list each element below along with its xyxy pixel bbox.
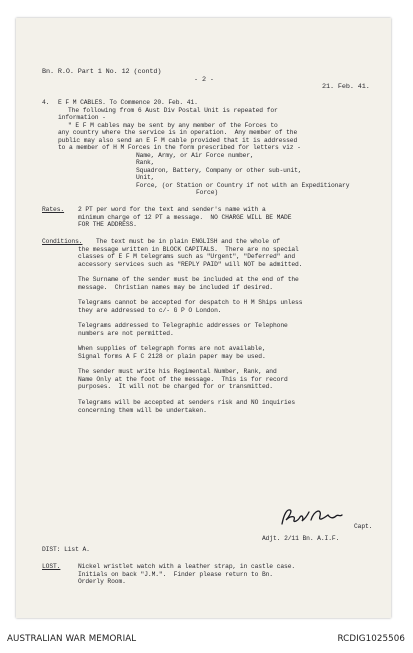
- footer-record-id: RCDIG1025506: [337, 634, 405, 644]
- conditions-line: classes of E F M telegrams such as "Urgent", "Deferred" and: [78, 253, 296, 260]
- signature-rank: Capt.: [354, 523, 373, 530]
- section-line: Squadron, Battery, Company or other sub-unit,: [136, 166, 302, 174]
- conditions-line: Telegrams cannot be accepted for despatch to H M Ships unless: [78, 299, 303, 306]
- section-line: Rank,: [136, 159, 155, 166]
- conditions-line: The Surname of the sender must be included at the end of the: [78, 276, 299, 283]
- footer-institution: AUSTRALIAN WAR MEMORIAL: [7, 634, 137, 644]
- section-line: information -: [58, 114, 106, 121]
- conditions-line: The text must be in plain ENGLISH and the whole of: [96, 238, 280, 245]
- lost-line: Orderly Room.: [78, 578, 126, 585]
- conditions-line: concerning them will be undertaken.: [78, 406, 207, 414]
- rates-line: FOR THE ADDRESS.: [78, 221, 137, 228]
- section-line: Force): [196, 189, 219, 196]
- distribution-list: DIST: List A.: [42, 546, 90, 553]
- conditions-line: Telegrams addressed to Telegraphic addresses or Telephone: [78, 322, 288, 329]
- header-reference: Bn. R.O. Part 1 No. 12 (contd): [42, 68, 162, 77]
- lost-label: LOST.: [42, 563, 61, 570]
- section-line: to a member of H M Forces in the form prescribed for letters viz -: [58, 144, 301, 151]
- conditions-line: the message written in BLOCK CAPITALS. There are no special: [78, 245, 299, 253]
- conditions-line: Signal forms A F C 2128 or plain paper may be used.: [78, 352, 266, 360]
- conditions-line: When supplies of telegraph forms are not available,: [78, 345, 266, 352]
- section-line: Name, Army, or Air Force number,: [136, 151, 254, 159]
- section-line: Force, (or Station or Country if not with an Expeditionary: [136, 181, 350, 189]
- conditions-line: accessory services such as "REPLY PAID" will NOT be admitted.: [78, 260, 303, 268]
- section-line: " E F M cables may be sent by any member of the Forces to: [68, 121, 278, 129]
- lost-line: Initials on back "J.M.". Finder please return to Bn.: [78, 570, 273, 578]
- conditions-line: The sender must write his Regimental Number, Rank, and: [78, 368, 277, 375]
- conditions-line: they are addressed to c/- G P O London.: [78, 306, 222, 314]
- rates-label: Rates.: [42, 206, 65, 213]
- conditions-line: message. Christian names may be included if desired.: [78, 283, 273, 291]
- section-line: any country where the service is in operation. Any member of the: [58, 129, 298, 136]
- conditions-line: Telegrams will be accepted at senders risk and NO inquiries: [78, 399, 296, 406]
- lost-line: Nickel wristlet watch with a leather strap, in castle case.: [78, 563, 296, 570]
- signature-appointment: Adjt. 2/11 Bn. A.I.F.: [262, 535, 340, 542]
- page-header: [42, 62, 377, 92]
- section-number: 4.: [42, 99, 50, 106]
- conditions-line: purposes. It will not be charged for or transmitted.: [78, 383, 273, 390]
- section-line: The following from 6 Aust Div Postal Unit is repeated for: [68, 106, 278, 114]
- handwritten-signature: [278, 506, 346, 530]
- section-line: public may also send an E F M cable provided that it is addressed: [58, 136, 298, 144]
- conditions-line: numbers are not permitted.: [78, 329, 174, 337]
- document-page: [16, 18, 391, 618]
- rates-line: minimum charge of 12 PT a message. NO CHARGE WILL BE MADE: [78, 213, 292, 221]
- conditions-line: Name Only at the foot of the message. This is for record: [78, 375, 288, 383]
- header-page-number: - 2 -: [194, 75, 214, 84]
- section-title: E F M CABLES. To Commence 20. Feb. 41.: [58, 99, 198, 106]
- section-line: Unit,: [136, 174, 155, 181]
- rates-line: 2 PT per word for the text and sender's name with a: [78, 206, 266, 213]
- conditions-label: Conditions.: [42, 238, 83, 245]
- header-date: 21. Feb. 41.: [322, 83, 370, 92]
